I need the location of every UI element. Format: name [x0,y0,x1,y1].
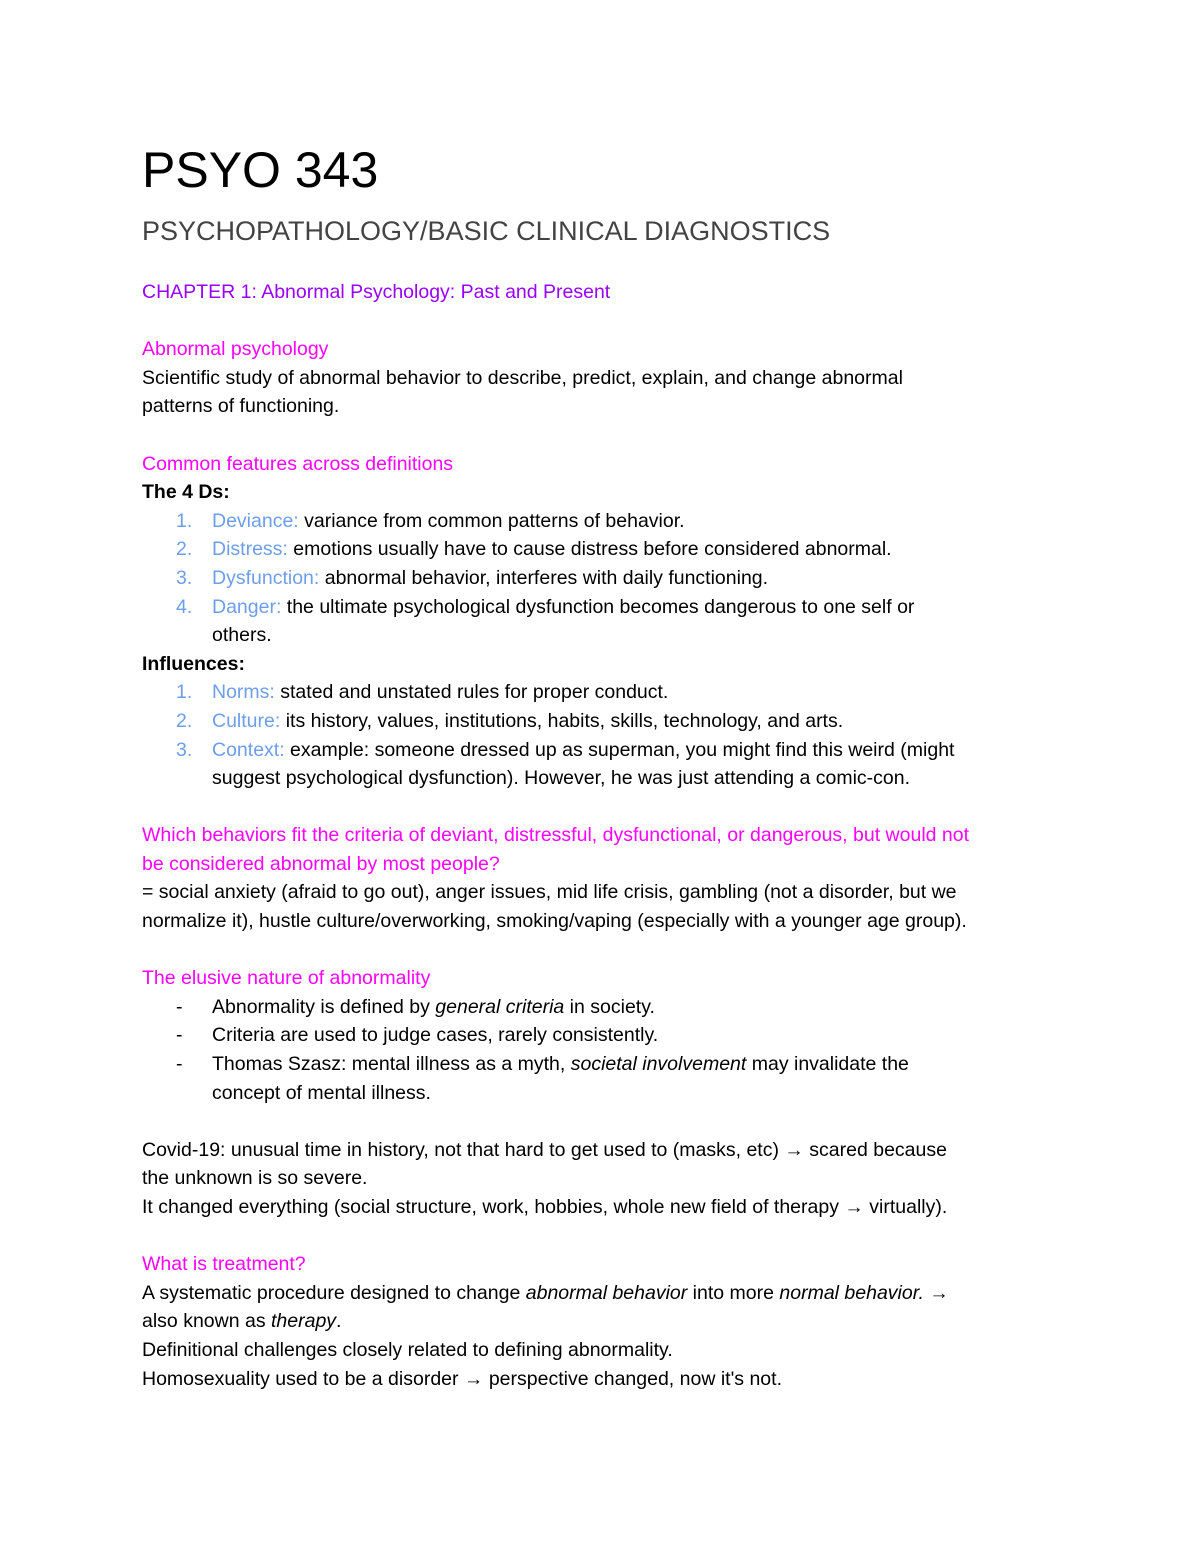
list-item: 2. Culture: its history, values, institutions, habits, skills, technology, and arts. [176,709,844,732]
chapter-heading: CHAPTER 1: Abnormal Psychology: Past and Present [142,281,611,303]
covid-text-3: It changed everything (social structure, work, hobbies, whole new field of therapy → virtually). [142,1196,948,1218]
which-behaviors-heading-1: Which behaviors fit the criteria of deviant, distressful, dysfunctional, or dangerous, but would not [142,824,970,847]
which-behaviors-text-1: = social anxiety (afraid to go out), anger issues, mid life crisis, gambling (not a disorder, but we [142,881,957,904]
list-item: 1. Norms: stated and unstated rules for proper conduct. [176,681,669,704]
document-title: PSYO 343 [142,142,379,198]
four-ds-label: The 4 Ds: [142,481,230,504]
treatment-text-3: Definitional challenges closely related to defining abnormality. [142,1338,673,1361]
abnormal-psychology-heading: Abnormal psychology [142,338,329,361]
list-item: - Thomas Szasz: mental illness as a myth, societal involvement may invalidate the concept of mental illness. [176,1053,909,1104]
list-item: 2. Distress: emotions usually have to cause distress before considered abnormal. [176,538,892,561]
treatment-text-1: A systematic procedure designed to change abnormal behavior into more normal behavior. → [142,1281,949,1304]
treatment-text-2: also known as therapy. [142,1310,342,1333]
list-item: 3. Context: example: someone dressed up as superman, you might find this weird (might suggest psychological dysfunction). However, he was just attending a comic-con. [176,738,955,790]
term: Distress: [212,538,288,561]
list-item: 1. Deviance: variance from common patterns of behavior. [176,509,685,532]
document-subtitle: PSYCHOPATHOLOGY/BASIC CLINICAL DIAGNOSTICS [142,216,831,246]
list-item: 3. Dysfunction: abnormal behavior, interferes with daily functioning. [176,566,769,589]
document-page [142,140,1072,1393]
elusive-nature-list [142,993,1072,1107]
term: Context: [212,738,285,761]
list-item: 4. Danger: the ultimate psychological dysfunction becomes dangerous to one self or others. [176,595,915,647]
common-features-heading: Common features across definitions [142,452,454,475]
treatment-text-4: Homosexuality used to be a disorder → perspective changed, now it's not. [142,1367,782,1390]
influences-label: Influences: [142,652,245,675]
abnormal-psychology-text-1: Scientific study of abnormal behavior to describe, predict, explain, and change abnormal [142,366,903,389]
which-behaviors-heading-2: be considered abnormal by most people? [142,852,500,875]
list-item: - Criteria are used to judge cases, rarely consistently. [176,1024,659,1047]
which-behaviors-text-2: normalize it), hustle culture/overworking, smoking/vaping (especially with a younger age group). [142,910,967,933]
list-item: - Abnormality is defined by general criteria in society. [176,995,655,1018]
influences-list [142,678,1072,792]
covid-text-1: Covid-19: unusual time in history, not that hard to get used to (masks, etc) → scared because [142,1138,947,1161]
term: Culture: [212,709,281,732]
term: Deviance: [212,509,299,532]
term: Norms: [212,681,275,704]
treatment-heading: What is treatment? [142,1253,306,1276]
four-ds-list [142,507,1072,650]
elusive-nature-heading: The elusive nature of abnormality [142,967,431,990]
term: Dysfunction: [212,566,320,589]
abnormal-psychology-text-2: patterns of functioning. [142,395,340,418]
term: Danger: [212,595,282,618]
covid-text-2: the unknown is so severe. [142,1167,368,1190]
